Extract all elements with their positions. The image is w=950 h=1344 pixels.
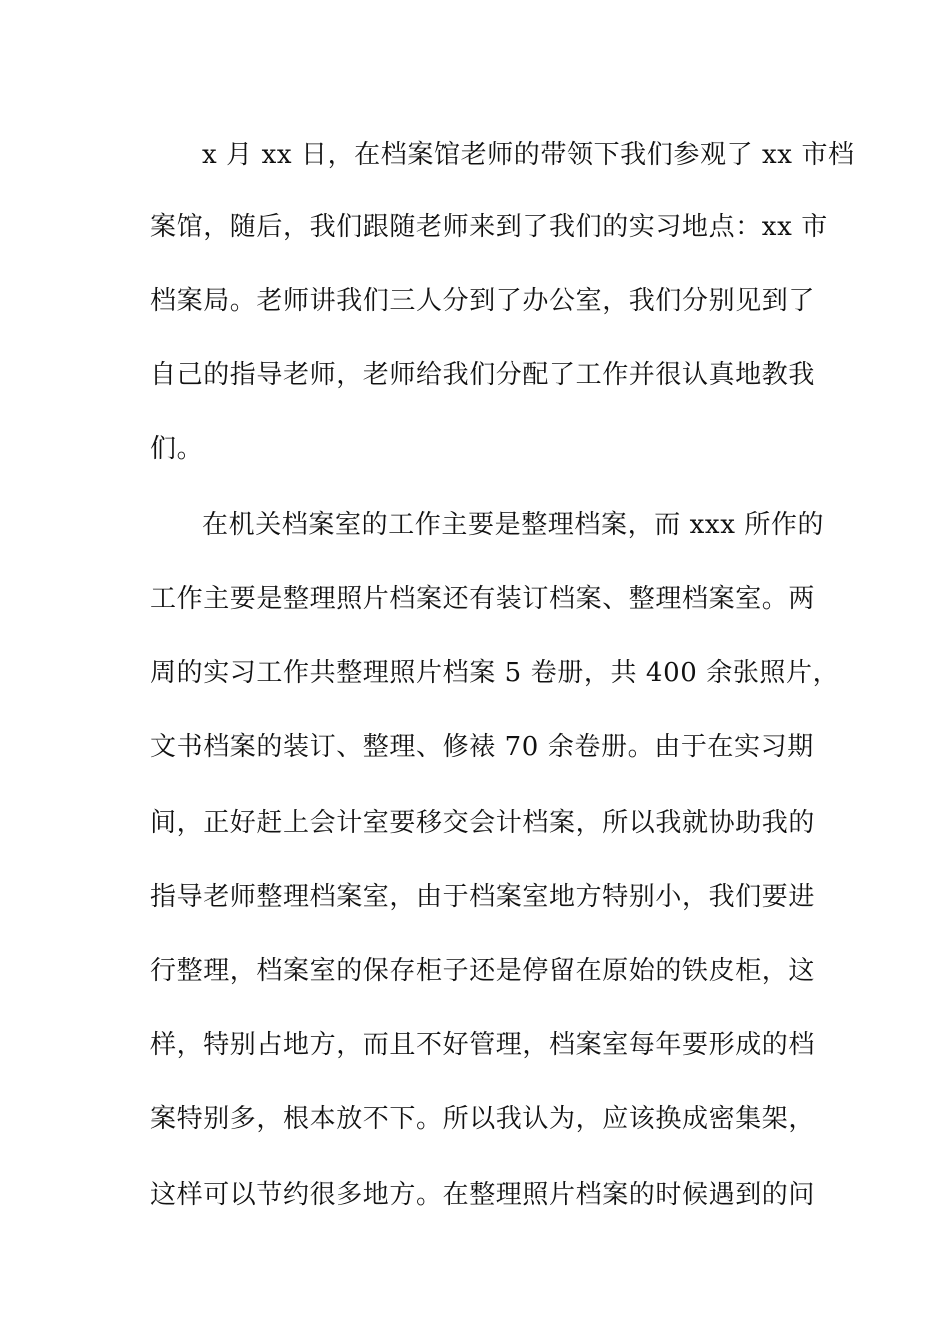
paragraph-1-line-2: 案馆，随后，我们跟随老师来到了我们的实习地点：xx 市 — [150, 212, 828, 242]
paragraph-2-line-2: 工作主要是整理照片档案还有装订档案、整理档案室。两 — [150, 584, 816, 614]
paragraph-1-line-1: x 月 xx 日，在档案馆老师的带领下我们参观了 xx 市档 — [202, 140, 855, 170]
paragraph-2-line-1: 在机关档案室的工作主要是整理档案，而 xxx 所作的 — [202, 510, 825, 540]
paragraph-2-line-10: 这样可以节约很多地方。在整理照片档案的时候遇到的问 — [150, 1180, 816, 1210]
paragraph-1-line-3: 档案局。老师讲我们三人分到了办公室，我们分别见到了 — [150, 286, 816, 316]
paragraph-2-line-5: 间，正好赶上会计室要移交会计档案，所以我就协助我的 — [150, 808, 816, 838]
paragraph-2-line-9: 案特别多，根本放不下。所以我认为，应该换成密集架， — [150, 1104, 816, 1134]
paragraph-2-line-3: 周的实习工作共整理照片档案 5 卷册，共 400 余张照片， — [150, 658, 840, 688]
paragraph-2-line-6: 指导老师整理档案室，由于档案室地方特别小，我们要进 — [150, 882, 816, 912]
paragraph-1-line-4: 自己的指导老师，老师给我们分配了工作并很认真地教我 — [150, 360, 816, 390]
paragraph-1-line-5: 们。 — [150, 434, 204, 464]
paragraph-2-line-7: 行整理，档案室的保存柜子还是停留在原始的铁皮柜，这 — [150, 956, 816, 986]
paragraph-2-line-8: 样，特别占地方，而且不好管理，档案室每年要形成的档 — [150, 1030, 816, 1060]
paragraph-2-line-4: 文书档案的装订、整理、修裱 70 余卷册。由于在实习期 — [150, 732, 814, 762]
